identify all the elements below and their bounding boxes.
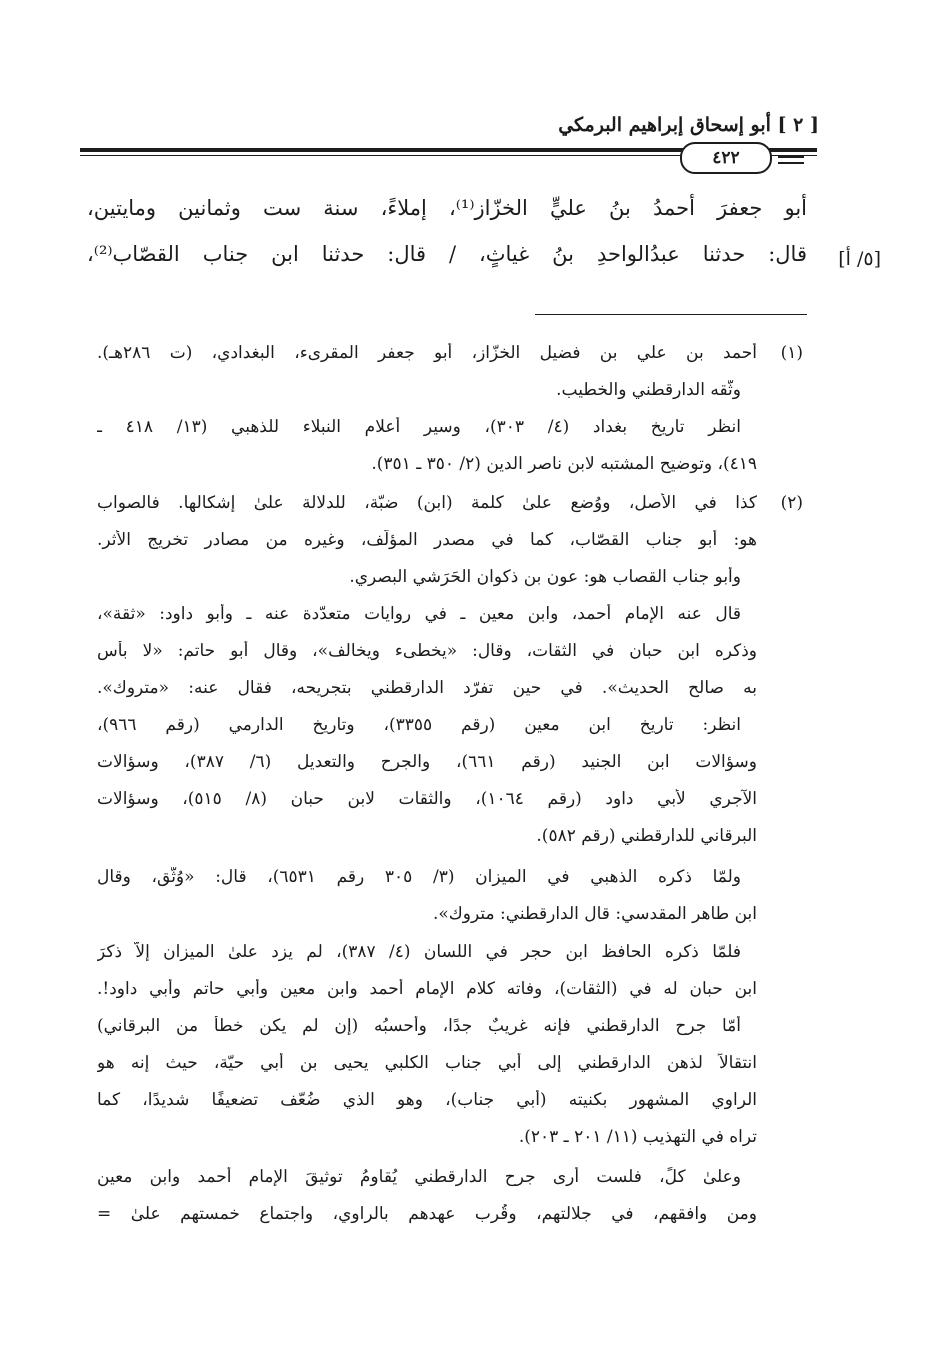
footnote-line: وثّقه الدارقطني والخطيب.	[556, 380, 741, 400]
footnote-line: ولمّا ذكره الذهبي في الميزان (٣/ ٣٠٥ رقم ٦٥٣١)، قال: «وُثّق، وقال	[97, 867, 741, 887]
footnote-line: أمّا جرح الدارقطني فإنه غريبٌ جدًا، وأحسبُه (إن لم يكن خطأ من البرقاني)	[97, 1016, 741, 1036]
page-number-frame	[680, 142, 772, 172]
footnote-line: ابن حبان له في (الثقات)، وفاته كلام الإمام أحمد وابن معين وأبي حاتم وأبي داود!.	[97, 979, 757, 999]
footnote-line: الآجري لأبي داود (رقم ١٠٦٤)، والثقات لابن حبان (٨/ ٥١٥)، وسؤالات	[97, 789, 757, 809]
footnote-line: به صالح الحديث». في حين تفرّد الدارقطني بتجريحه، فقال عنه: «متروك».	[97, 678, 757, 698]
footnote-line: أحمد بن علي بن فضيل الخزّاز، أبو جعفر المقرىء، البغدادي، (ت ٢٨٦هـ).	[97, 343, 757, 363]
footnote-line: فلمّا ذكره الحافظ ابن حجر في اللسان (٤/ ٣٨٧)، لم يزد علىٰ الميزان إلاّ ذكرَ	[97, 942, 741, 962]
footnote-line: ابن طاهر المقدسي: قال الدارقطني: متروك».	[432, 904, 757, 924]
footnote-line: انظر: تاريخ ابن معين (رقم ٣٣٥٥)، وتاريخ الدارمي (رقم ٩٦٦)،	[97, 715, 741, 735]
footnote-number: (٢)	[780, 493, 803, 513]
page-number: ٤٢٢	[680, 142, 772, 174]
running-header-title: [ ٢ ] أبو إسحاق إبراهيم البرمكي	[558, 114, 819, 136]
footnote-line: الراوي المشهور بكنيته (أبي جناب)، وهو الذي ضُعّف تضعيفًا شديدًا، كما	[97, 1090, 757, 1110]
footnote-line: ومن وافقهم، في جلالتهم، وقُرب عهدهم بالراوي، واجتماع خمستهم علىٰ =	[97, 1204, 757, 1224]
body-text-line: أبو جعفرَ أحمدُ بنُ عليٍّ الخزّاز⁽¹⁾، إملاءً، سنة ست وثمانين ومايتين،	[87, 196, 808, 220]
footnote-line: قال عنه الإمام أحمد، وابن معين ـ في روايات متعدّدة عنه ـ وأبو داود: «ثقة»،	[97, 604, 741, 624]
footnote-line: انظر تاريخ بغداد (٤/ ٣٠٣)، وسير أعلام النبلاء للذهبي (١٣/ ٤١٨ ـ	[97, 417, 741, 437]
footnote-line: هو: أبو جناب القصّاب، كما في مصدر المؤلّف، وغيره من مصادر تخريج الأثر.	[97, 530, 757, 550]
footnote-number: (١)	[780, 343, 803, 363]
footnote-line: وعلىٰ كلٍّ، فلست أرى جرح الدارقطني يُقاومُ توثيقَ الإمام أحمد وابن معين	[97, 1167, 741, 1187]
body-text-line: قال: حدثنا عبدُالواحدِ بنُ غياثٍ، / قال: حدثنا ابن جناب القصّاب⁽²⁾،	[87, 242, 807, 266]
footnote-separator	[535, 314, 807, 315]
page-number-ornament	[778, 156, 804, 168]
footnote-line: انتقالاً لذهن الدارقطني إلى أبي جناب الكلبي يحيى بن أبي حيّة، حيث إنه هو	[97, 1053, 757, 1073]
footnote-line: وذكره ابن حبان في الثقات، وقال: «يخطىء ويخالف»، وقال أبو حاتم: «لا بأس	[97, 641, 757, 661]
footnote-line: وسؤالات ابن الجنيد (رقم ٦٦١)، والجرح والتعديل (٦/ ٣٨٧)، وسؤالات	[97, 752, 757, 772]
footnote-line: وأبو جناب القصاب هو: عون بن ذكوان الحَرَشي البصري.	[349, 567, 741, 587]
footnote-line: ٤١٩)، وتوضيح المشتبه لابن ناصر الدين (٢/ ٣٥٠ ـ ٣٥١).	[371, 454, 757, 474]
footnote-line: البرقاني للدارقطني (رقم ٥٨٢).	[536, 826, 757, 846]
footnote-line: تراه في التهذيب (١١/ ٢٠١ ـ ٢٠٣).	[518, 1127, 757, 1147]
footnote-line: كذا في الأصل، ووُضع علىٰ كلمة (ابن) ضبّة، للدلالة علىٰ إشكالها. فالصواب	[97, 493, 757, 513]
manuscript-folio-ref: [٥/ أ]	[838, 248, 881, 270]
